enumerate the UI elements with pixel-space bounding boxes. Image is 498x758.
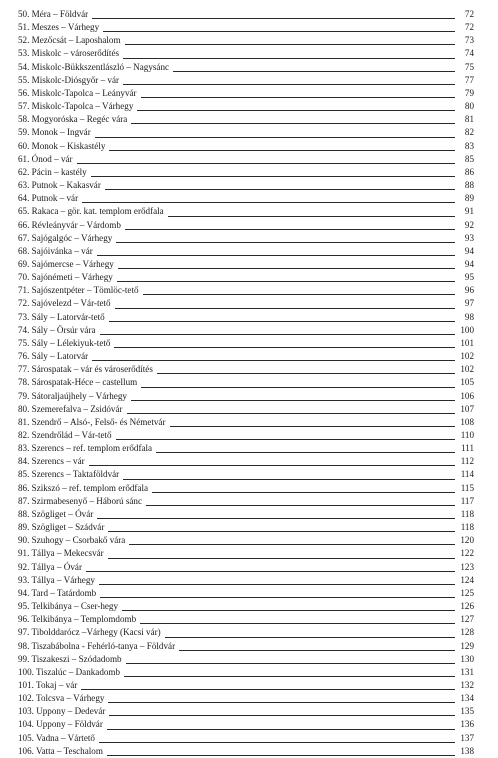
toc-entry-title: 88. Szögliget – Óvár (18, 508, 94, 519)
toc-entry-page: 81 (464, 114, 474, 125)
toc-entry-title: 102. Tolcsva – Várhegy (18, 693, 105, 704)
toc-entry-title: 86. Szikszó – ref. templom erődfala (18, 482, 149, 493)
toc-entry-title: 89. Szögliget – Szádvár (18, 522, 105, 533)
toc-entry-page: 102 (460, 364, 474, 375)
toc-entry-page: 72 (464, 22, 474, 33)
toc-entry-page: 106 (460, 390, 474, 401)
leader-line (173, 71, 455, 72)
toc-entry-title: 90. Szuhogy – Csorbakő vára (18, 535, 126, 546)
toc-entry-title: 106. Vatta – Teschalom (18, 745, 103, 756)
toc-entry-page: 125 (460, 587, 474, 598)
toc-entry-page: 134 (460, 693, 474, 704)
toc-entry-page: 105 (460, 377, 474, 388)
toc-entry-title: 87. Szirmabesenyő – Háború sánc (18, 495, 142, 506)
toc-entry-title: 73. Sály – Latorvár-tető (18, 311, 105, 322)
toc-entry-page: 138 (460, 745, 474, 756)
toc-entry-title: 101. Tokaj – vár (18, 679, 78, 690)
leader-line (100, 597, 455, 598)
toc-entry[interactable] (18, 205, 474, 218)
leader-line (116, 242, 455, 243)
toc-entry-title: 54. Miskolc-Bükkszentlászló – Nagysánc (18, 61, 170, 72)
toc-entry[interactable] (18, 455, 474, 468)
toc-entry[interactable] (18, 390, 474, 403)
leader-line (107, 755, 455, 756)
toc-entry-title: 104. Uppony – Földvár (18, 719, 103, 730)
leader-line (100, 334, 455, 335)
toc-entry[interactable] (18, 61, 474, 74)
toc-entry[interactable] (18, 732, 474, 745)
toc-entry[interactable] (18, 468, 474, 481)
toc-entry[interactable] (18, 21, 474, 34)
leader-line (108, 702, 455, 703)
toc-entry[interactable] (18, 34, 474, 47)
leader-line (157, 373, 455, 374)
toc-entry-page: 74 (464, 48, 474, 59)
toc-entry-page: 91 (464, 206, 474, 217)
toc-entry[interactable] (18, 521, 474, 534)
toc-entry[interactable] (18, 166, 474, 179)
toc-entry-title: 72. Sajóvelezd – Vár-tető (18, 298, 111, 309)
toc-entry[interactable] (18, 561, 474, 574)
toc-entry-page: 86 (464, 166, 474, 177)
toc-entry-page: 88 (464, 180, 474, 191)
toc-entry[interactable] (18, 311, 474, 324)
leader-line (81, 689, 455, 690)
toc-entry-title: 57. Miskolc-Tapolca – Várhegy (18, 101, 134, 112)
toc-entry-title: 64. Putnok – vár (18, 193, 79, 204)
toc-entry-title: 74. Sály – Örsúr vára (18, 324, 96, 335)
toc-entry-page: 124 (460, 574, 474, 585)
leader-line (82, 202, 455, 203)
toc-entry-title: 70. Sajónémeti – Várhegy (18, 272, 113, 283)
leader-line (156, 452, 455, 453)
toc-entry-page: 97 (464, 298, 474, 309)
toc-entry[interactable] (18, 192, 474, 205)
leader-line (117, 281, 455, 282)
toc-entry-page: 92 (464, 219, 474, 230)
toc-entry-title: 62. Pácin – kastély (18, 166, 87, 177)
toc-entry[interactable] (18, 219, 474, 232)
leader-line (92, 360, 455, 361)
toc-entry[interactable] (18, 705, 474, 718)
leader-line (141, 97, 455, 98)
toc-entry-page: 122 (460, 548, 474, 559)
toc-entry[interactable] (18, 245, 474, 258)
toc-entry-title: 51. Meszes – Várhegy (18, 22, 100, 33)
toc-entry-page: 94 (464, 258, 474, 269)
leader-line (152, 492, 455, 493)
toc-entry-page: 98 (464, 311, 474, 322)
leader-line (123, 479, 455, 480)
toc-entry-title: 65. Rakaca – gör. kat. templom erődfala (18, 206, 164, 217)
leader-line (127, 413, 455, 414)
toc-entry[interactable] (18, 626, 474, 639)
toc-entry[interactable] (18, 324, 474, 337)
toc-entry-title: 60. Monok – Kiskastély (18, 140, 106, 151)
leader-line (122, 610, 455, 611)
toc-entry-page: 94 (464, 245, 474, 256)
toc-entry-page: 79 (464, 87, 474, 98)
toc-entry-title: 83. Szerencs – ref. templom erődfala (18, 443, 153, 454)
toc-entry-page: 136 (460, 719, 474, 730)
toc-entry[interactable] (18, 587, 474, 600)
leader-line (108, 531, 455, 532)
toc-entry-title: 50. Méra – Földvár (18, 9, 89, 19)
toc-entry-page: 112 (460, 456, 474, 467)
leader-line (115, 308, 455, 309)
toc-entry-title: 71. Sajószentpéter – Tömlöc-tető (18, 285, 139, 296)
toc-entry-page: 93 (464, 232, 474, 243)
toc-entry[interactable] (18, 745, 474, 758)
toc-entry-page: 135 (460, 706, 474, 717)
toc-entry-page: 118 (460, 522, 474, 533)
toc-entry-page: 115 (460, 482, 474, 493)
toc-entry-title: 97. Tibolddarócz –Várhegy (Kacsi vár) (18, 627, 161, 638)
toc-entry-page: 72 (464, 9, 474, 19)
toc-entry-page: 77 (464, 74, 474, 85)
leader-line (168, 216, 455, 217)
toc-entry-title: 92. Tállya – Óvár (18, 561, 82, 572)
toc-entry-page: 114 (460, 469, 474, 480)
toc-entry-page: 101 (460, 337, 474, 348)
leader-line (125, 229, 455, 230)
leader-line (91, 176, 455, 177)
leader-line (109, 150, 455, 151)
toc-entry-page: 108 (460, 416, 474, 427)
toc-entry-title: 82. Szendrőlád – Vár-tető (18, 430, 112, 440)
toc-entry-page: 117 (460, 495, 474, 506)
toc-entry-page: 102 (460, 351, 474, 362)
toc-entry-page: 95 (464, 272, 474, 283)
leader-line (114, 347, 455, 348)
toc-entry-title: 78. Sárospatak-Héce – castellum (18, 377, 138, 388)
toc-entry[interactable] (18, 416, 474, 429)
toc-entry[interactable] (18, 508, 474, 521)
leader-line (108, 558, 455, 559)
toc-entry-title: 99. Tiszakeszi – Szódadomb (18, 653, 122, 664)
leader-line (105, 189, 455, 190)
leader-line (125, 44, 455, 45)
toc-entry[interactable] (18, 574, 474, 587)
toc-entry[interactable] (18, 47, 474, 60)
toc-entry-title: 95. Telkibánya – Cser-hegy (18, 601, 119, 612)
leader-line (143, 294, 455, 295)
toc-entry-page: 85 (464, 153, 474, 164)
leader-line (140, 623, 455, 624)
toc-entry[interactable] (18, 153, 474, 166)
leader-line (124, 676, 455, 677)
toc-entry[interactable] (18, 429, 474, 442)
toc-entry[interactable] (18, 495, 474, 508)
toc-entry-title: 85. Szerencs – Taktaföldvár (18, 469, 120, 480)
toc-entry-page: 73 (464, 35, 474, 46)
leader-line (109, 321, 455, 322)
toc-entry-title: 63. Putnok – Kakasvár (18, 180, 101, 191)
toc-entry-page: 75 (464, 61, 474, 72)
leader-line (107, 729, 455, 730)
toc-entry-title: 84. Szerencs – vár (18, 456, 85, 467)
toc-entry-title: 66. Révleányvár – Várdomb (18, 219, 121, 230)
toc-entry[interactable] (18, 666, 474, 679)
toc-entry-title: 55. Miskolc-Diósgyőr – vár (18, 74, 120, 85)
toc-entry[interactable] (18, 271, 474, 284)
toc-entry[interactable] (18, 297, 474, 310)
leader-line (137, 110, 455, 111)
toc-entry-page: 120 (460, 535, 474, 546)
leader-line (126, 663, 455, 664)
table-of-contents (18, 8, 474, 758)
toc-entry[interactable] (18, 350, 474, 363)
toc-entry-page: 130 (460, 653, 474, 664)
toc-entry-page: 110 (460, 430, 474, 440)
toc-entry-title: 96. Telkibánya – Templomdomb (18, 614, 137, 625)
toc-entry-page: 126 (460, 601, 474, 612)
toc-entry[interactable] (18, 718, 474, 731)
leader-line (103, 31, 455, 32)
leader-line (99, 584, 455, 585)
toc-entry-page: 131 (460, 666, 474, 677)
toc-entry-title: 75. Sály – Lélekiyuk-tető (18, 337, 111, 348)
toc-entry[interactable] (18, 87, 474, 100)
toc-entry-page: 132 (460, 679, 474, 690)
toc-entry-title: 94. Tard – Tatárdomb (18, 587, 97, 598)
toc-entry-title: 69. Sajómercse – Várhegy (18, 258, 114, 269)
leader-line (86, 571, 455, 572)
toc-entry-title: 105. Vadna – Vártető (18, 732, 95, 743)
leader-line (99, 742, 455, 743)
toc-entry-page: 111 (461, 443, 474, 454)
toc-entry[interactable] (18, 100, 474, 113)
toc-entry-page: 80 (464, 101, 474, 112)
toc-entry[interactable] (18, 258, 474, 271)
leader-line (129, 544, 455, 545)
leader-line (116, 439, 455, 440)
toc-entry[interactable] (18, 640, 474, 653)
toc-entry[interactable] (18, 232, 474, 245)
toc-entry[interactable] (18, 547, 474, 560)
leader-line (165, 637, 455, 638)
leader-line (141, 387, 455, 388)
toc-entry-page: 82 (464, 127, 474, 138)
toc-entry-page: 128 (460, 627, 474, 638)
toc-entry-title: 77. Sárospatak – vár és városerődítés (18, 364, 153, 375)
toc-entry-title: 100. Tiszalúc – Dankadomb (18, 666, 121, 677)
toc-entry-title: 59. Monok – Ingvár (18, 127, 91, 138)
toc-entry-page: 89 (464, 193, 474, 204)
toc-entry-page: 137 (460, 732, 474, 743)
leader-line (92, 18, 455, 19)
toc-entry[interactable] (18, 126, 474, 139)
toc-entry-title: 53. Miskolc – városerődítés (18, 48, 120, 59)
leader-line (89, 465, 455, 466)
toc-entry-title: 98. Tiszabábolna - Fehérló-tanya – Földvár (18, 640, 176, 651)
toc-entry-title: 91. Tállya – Mekecsvár (18, 548, 104, 559)
leader-line (97, 518, 455, 519)
toc-entry-page: 123 (460, 561, 474, 572)
leader-line (179, 650, 455, 651)
toc-entry[interactable] (18, 534, 474, 547)
toc-entry-title: 93. Tállya – Várhegy (18, 574, 95, 585)
toc-entry-page: 129 (460, 640, 474, 651)
toc-entry-page: 100 (460, 324, 474, 335)
leader-line (170, 426, 456, 427)
leader-line (146, 505, 455, 506)
toc-entry[interactable] (18, 376, 474, 389)
toc-entry[interactable] (18, 140, 474, 153)
toc-entry[interactable] (18, 613, 474, 626)
toc-entry[interactable] (18, 482, 474, 495)
toc-entry-title: 76. Sály – Latorvár (18, 351, 89, 362)
toc-entry-page: 96 (464, 285, 474, 296)
toc-entry[interactable] (18, 363, 474, 376)
toc-entry-page: 118 (460, 508, 474, 519)
leader-line (95, 137, 455, 138)
leader-line (77, 163, 455, 164)
leader-line (131, 400, 455, 401)
leader-line (97, 255, 455, 256)
toc-entry[interactable] (18, 692, 474, 705)
toc-entry-title: 58. Mogyoróska – Regéc vára (18, 114, 128, 125)
toc-entry-page: 83 (464, 140, 474, 151)
toc-entry[interactable] (18, 337, 474, 350)
leader-line (118, 268, 455, 269)
leader-line (123, 58, 455, 59)
toc-entry-title: 52. Mezőcsát – Laposhalom (18, 35, 121, 46)
toc-entry[interactable] (18, 8, 474, 21)
toc-entry[interactable] (18, 600, 474, 613)
toc-entry[interactable] (18, 284, 474, 297)
toc-entry-page: 107 (460, 403, 474, 414)
toc-entry-title: 81. Szendrő – Alsó-, Felső- és Németvár (18, 416, 166, 427)
toc-entry-title: 80. Szemerefalva – Zsidóvár (18, 403, 123, 414)
toc-entry[interactable] (18, 442, 474, 455)
toc-entry[interactable] (18, 653, 474, 666)
toc-entry[interactable] (18, 403, 474, 416)
toc-entry-title: 61. Ónod – vár (18, 153, 73, 164)
toc-entry-title: 67. Sajógalgóc – Várhegy (18, 232, 113, 243)
toc-entry-title: 103. Uppony – Dedevár (18, 706, 106, 717)
toc-entry[interactable] (18, 74, 474, 87)
leader-line (109, 715, 455, 716)
leader-line (123, 84, 455, 85)
toc-entry-title: 79. Sátoraljaújhely – Várhegy (18, 390, 127, 401)
toc-entry-title: 56. Miskolc-Tapolca – Leányvár (18, 87, 137, 98)
toc-entry[interactable] (18, 113, 474, 126)
toc-entry[interactable] (18, 679, 474, 692)
toc-entry-title: 68. Sajóivánka – vár (18, 245, 93, 256)
toc-entry-page: 127 (460, 614, 474, 625)
leader-line (131, 123, 455, 124)
toc-entry[interactable] (18, 179, 474, 192)
